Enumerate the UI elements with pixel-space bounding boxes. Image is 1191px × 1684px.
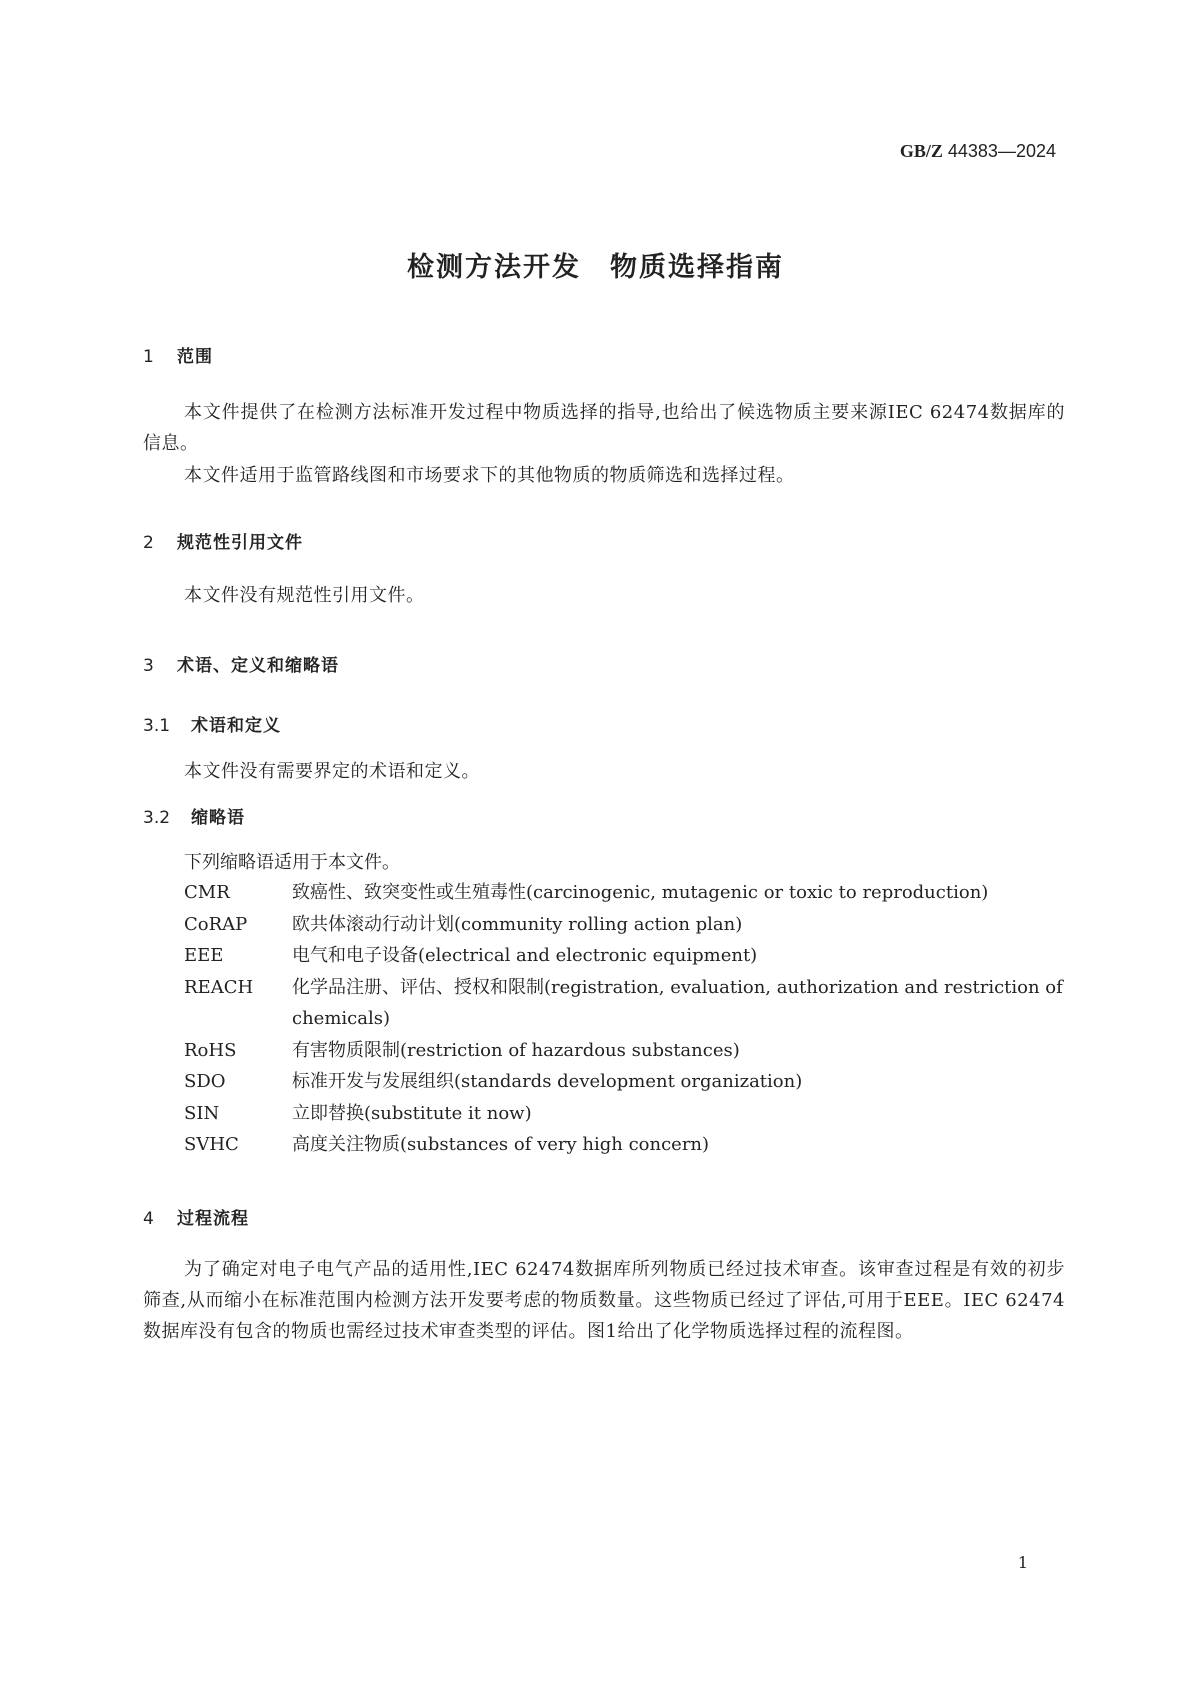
abbreviation-item [184,940,1064,972]
abbreviation-term: EEE [184,945,224,966]
abbreviation-term: SIN [184,1102,220,1124]
abbreviation-term: SVHC [184,1134,239,1155]
abbreviation-definition: 立即替换(substitute it now) [292,1102,532,1124]
abbreviation-definition: 标准开发与发展组织(standards development organization) [292,1071,803,1092]
section-title: 规范性引用文件 [177,533,303,553]
abbreviation-definition: 化学品注册、评估、授权和限制(registration, evaluation, authorization and restriction of chemicals) [292,976,1063,1029]
section-2-paragraph-1: 本文件没有规范性引用文件。 [184,585,425,606]
section-number: 3 [143,656,154,676]
abbreviation-item [184,1035,1064,1067]
standard-number: 44383—2024 [947,141,1056,161]
abbreviation-item [184,972,1064,1035]
abbreviation-item [184,1129,1064,1161]
section-3-heading [143,651,339,676]
abbreviation-item [184,1098,1064,1130]
abbreviation-list [184,877,1064,1161]
section-1-paragraph-2: 本文件适用于监管路线图和市场要求下的其他物质的物质筛选和选择过程。 [184,465,795,486]
section-title: 术语、定义和缩略语 [177,656,339,676]
abbreviation-definition: 电气和电子设备(electrical and electronic equipment) [292,945,758,966]
abbreviation-term: RoHS [184,1039,237,1061]
abbreviation-term: SDO [184,1071,226,1092]
page-number: 1 [1017,1553,1028,1572]
section-title: 缩略语 [191,808,245,828]
section-title: 术语和定义 [191,716,281,736]
section-number: 1 [143,347,154,367]
abbreviation-term: CMR [184,882,230,903]
standard-prefix: GB/Z [899,141,943,161]
section-1-heading [143,342,213,367]
section-3-1-paragraph-1: 本文件没有需要界定的术语和定义。 [184,761,480,782]
abbreviation-definition: 高度关注物质(substances of very high concern) [292,1134,710,1155]
section-title: 范围 [177,347,213,367]
abbreviation-item [184,909,1064,941]
section-number: 3.1 [143,716,171,736]
abbreviation-definition: 有害物质限制(restriction of hazardous substances) [292,1039,740,1061]
abbreviation-definition: 欧共体滚动行动计划(community rolling action plan) [292,913,743,935]
section-2-heading [143,528,303,553]
section-4-paragraph-1: 为了确定对电子电气产品的适用性,IEC 62474数据库所列物质已经过技术审查。该审查过程是有效的初步筛查,从而缩小在标准范围内检测方法开发要考虑的物质数量。这些物质已经过了评估,可用于EEE。IEC 62474数据库没有包含的物质也需经过技术审查类型的评估。图1给出了化学物质选择过程的流程图。 [143,1259,1065,1342]
section-number: 4 [143,1209,154,1229]
abbreviation-definition: 致癌性、致突变性或生殖毒性(carcinogenic, mutagenic or toxic to reproduction) [292,882,989,903]
abbreviation-item [184,1066,1064,1098]
section-title: 过程流程 [177,1209,249,1229]
document-title: 检测方法开发 物质选择指南 [407,252,784,283]
abbreviation-term: REACH [184,976,254,998]
section-number: 3.2 [143,808,171,828]
abbreviations-intro: 下列缩略语适用于本文件。 [184,852,400,873]
section-4-heading [143,1204,249,1229]
abbreviation-term: CoRAP [184,913,248,935]
standard-code [900,141,1056,162]
section-3-1-heading [143,711,281,736]
section-3-2-heading [143,803,245,828]
section-1-paragraph-1: 本文件提供了在检测方法标准开发过程中物质选择的指导,也给出了候选物质主要来源IEC 62474数据库的信息。 [143,402,1065,454]
abbreviation-item [184,877,1064,909]
section-number: 2 [143,533,154,553]
